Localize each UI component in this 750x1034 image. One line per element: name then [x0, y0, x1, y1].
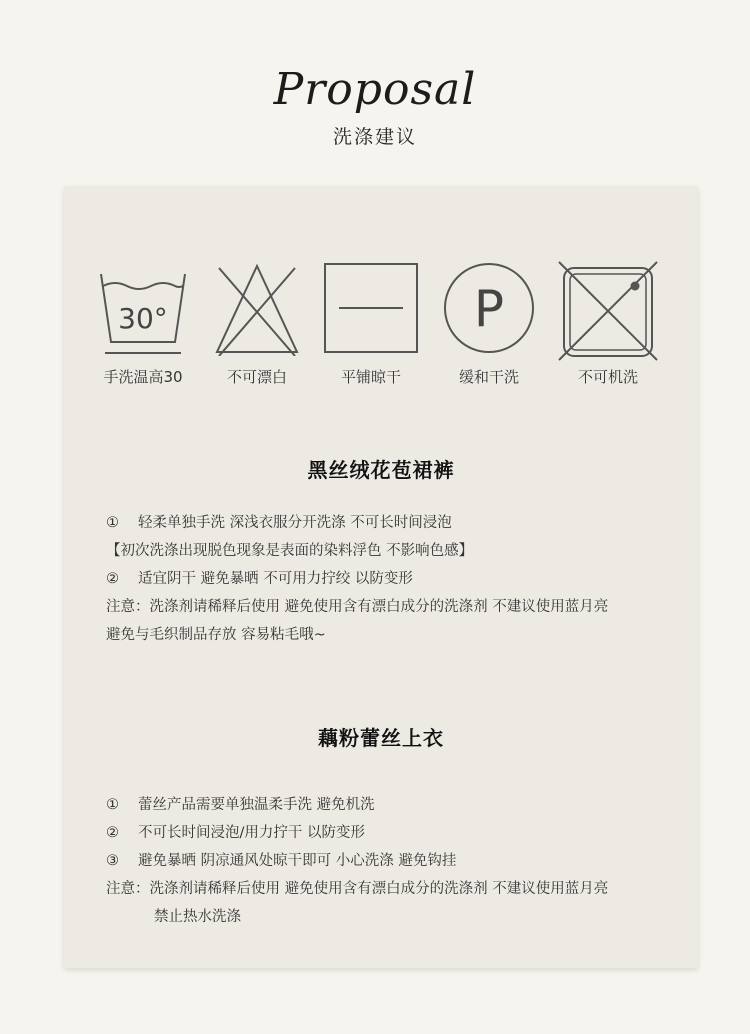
hand-wash-label: 手洗温高30 [103, 368, 183, 386]
list-item-text: 注意：洗涤剂请稀释后使用 避免使用含有漂白成分的洗涤剂 不建议使用蓝月亮 [106, 881, 609, 897]
list-item [106, 819, 676, 847]
list-item-text: 蕾丝产品需要单独温柔手洗 避免机洗 [138, 797, 375, 813]
list-item-text: 【初次洗涤出现脱色现象是表面的染料浮色 不影响色感】 [106, 543, 474, 559]
list-item-text: 轻柔单独手洗 深浅衣服分开洗涤 不可长时间浸泡 [138, 515, 452, 531]
page-subtitle: 洗涤建议 [332, 126, 417, 148]
gentle-dry-clean-icon [439, 260, 539, 356]
no-bleach-icon [207, 260, 307, 356]
list-item-text: 不可长时间浸泡/用力拧干 以防变形 [138, 825, 365, 841]
list-item [106, 847, 676, 875]
care-item-hand-wash [83, 260, 203, 387]
list-item-number: ① [106, 515, 119, 531]
section2-lines [106, 791, 676, 931]
care-card [64, 186, 698, 968]
list-item [106, 537, 676, 565]
list-item [106, 875, 676, 903]
section1-lines [106, 509, 676, 649]
list-item-text: 适宜阴干 避免暴晒 不可用力拧绞 以防变形 [138, 571, 413, 587]
dry-flat-icon [321, 260, 421, 356]
list-item [106, 621, 676, 649]
care-item-dry-flat [311, 260, 431, 387]
list-item [106, 509, 676, 537]
dry-flat-label: 平铺晾干 [340, 368, 401, 386]
list-item-text: 避免与毛织制品存放 容易粘毛哦~ [106, 627, 326, 643]
care-item-no-machine-wash [548, 260, 668, 387]
list-item-text: 注意：洗涤剂请稀释后使用 避免使用含有漂白成分的洗涤剂 不建议使用蓝月亮 [106, 599, 609, 615]
page-title: Proposal [273, 64, 477, 115]
list-item [106, 565, 676, 593]
hand-wash-temp-text: 30° [118, 302, 168, 335]
list-item [106, 903, 676, 931]
list-item-number: ② [106, 571, 119, 587]
list-item-text: 禁止热水洗涤 [154, 909, 241, 925]
header [0, 60, 750, 149]
list-item [106, 593, 676, 621]
care-item-dry-clean [429, 260, 549, 387]
no-bleach-label: 不可漂白 [226, 368, 287, 386]
section2-title: 藕粉蕾丝上衣 [318, 726, 444, 750]
hand-wash-30-icon [93, 260, 193, 356]
list-item-number: ① [106, 797, 119, 813]
list-item-number: ② [106, 825, 119, 841]
list-item [106, 791, 676, 819]
no-machine-wash-label: 不可机洗 [577, 368, 638, 386]
care-icons-row [64, 260, 698, 400]
list-item-text: 避免暴晒 阴凉通风处晾干即可 小心洗涤 避免钩挂 [138, 853, 457, 869]
no-machine-wash-icon [555, 260, 661, 362]
list-item-number: ③ [106, 853, 119, 869]
dry-clean-letter: P [473, 280, 505, 338]
section1-title: 黑丝绒花苞裙裤 [307, 458, 455, 482]
care-item-no-bleach [197, 260, 317, 387]
dry-clean-label: 缓和干洗 [458, 368, 519, 386]
